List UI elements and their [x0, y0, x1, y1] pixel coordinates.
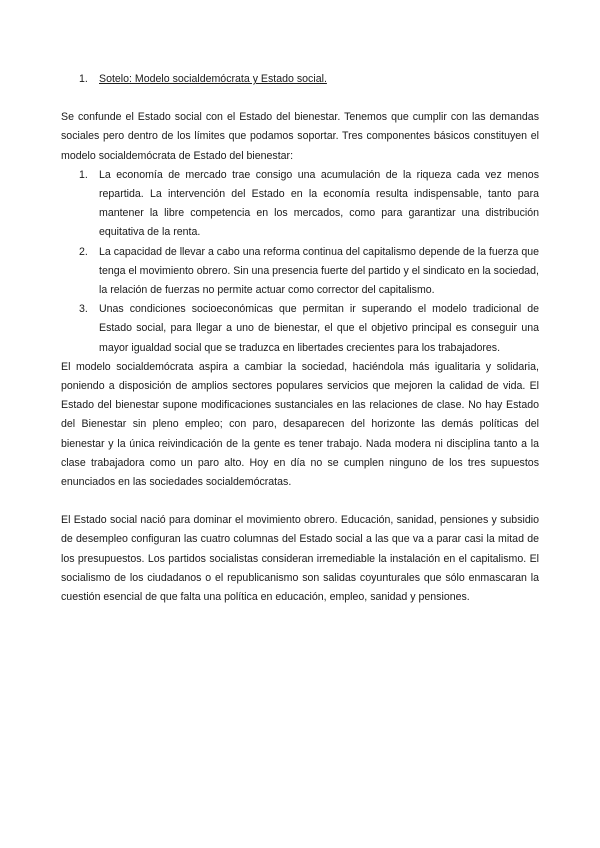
heading-number: 1.: [79, 73, 88, 85]
list-item-text: Unas condiciones socioeconómicas que permitan ir superando el modelo tradicional de Estado social, para llegar a uno de bienestar, el que el objetivo principal es conseguir una mayor igualdad social que se traduzca en libertades crecientes para los trabajadores.: [99, 303, 539, 354]
body-paragraph: El modelo socialdemócrata aspira a cambiar la sociedad, haciéndola más igualitaria y solidaria, poniendo a disposición de amplios sectores populares servicios que mejoren la calidad de vida. El Estado del bienestar supone modificaciones sustanciales en las relaciones de clase. No hay Estado del Bienestar sin pleno empleo; con paro, desaparecen del horizonte las demás políticas del bienestar y la única reivindicación de la gente es tener trabajo. Nada modera ni disciplina tanto a la clase trabajadora como un paro alto. Hoy en día no se cumplen ninguno de los tres supuestos enunciados en las sociedades socialdemócratas.: [61, 360, 539, 489]
list-item-number: 2.: [79, 245, 88, 258]
components-list: [61, 166, 539, 358]
body-paragraph: El Estado social nació para dominar el movimiento obrero. Educación, sanidad, pensiones y subsidio de desempleo configuran las cuatro columnas del Estado social a las que va a parar casi la mitad de los presupuestos. Los partidos socialistas consideran irremediable la instalación en el capitalismo. El socialismo de los ciudadanos o el republicanismo son salidas coyunturales que sólo enmascaran la cuestión esencial de que falta una política en educación, empleo, sanidad y pensiones.: [61, 514, 539, 604]
list-item-text: La economía de mercado trae consigo una acumulación de la riqueza cada vez menos repartida. La intervención del Estado en la economía resulta indispensable, tanto para mantener la libre competencia en los mercados, como para garantizar una distribución equitativa de la renta.: [99, 168, 539, 239]
list-item: [79, 243, 539, 301]
list-item-number: 1.: [79, 168, 88, 181]
intro-paragraph: Se confunde el Estado social con el Estado del bienestar. Tenemos que cumplir con las demandas sociales pero dentro de los límites que podamos soportar. Tres componentes básicos constituyen el modelo socialdemócrata de Estado del bienestar:: [61, 111, 539, 162]
list-item-text: La capacidad de llevar a cabo una reforma continua del capitalismo depende de la fuerza que tenga el movimiento obrero. Sin una presencia fuerte del partido y el sindicato en la sociedad, la relación de fuerzas no permite actuar como corrector del capitalismo.: [99, 245, 539, 297]
list-item-number: 3.: [79, 303, 88, 316]
section-heading: [79, 70, 539, 89]
list-item: [79, 166, 539, 243]
heading-title: Sotelo: Modelo socialdemócrata y Estado social.: [99, 73, 327, 85]
document-body: [61, 70, 539, 607]
list-item: [79, 300, 539, 358]
